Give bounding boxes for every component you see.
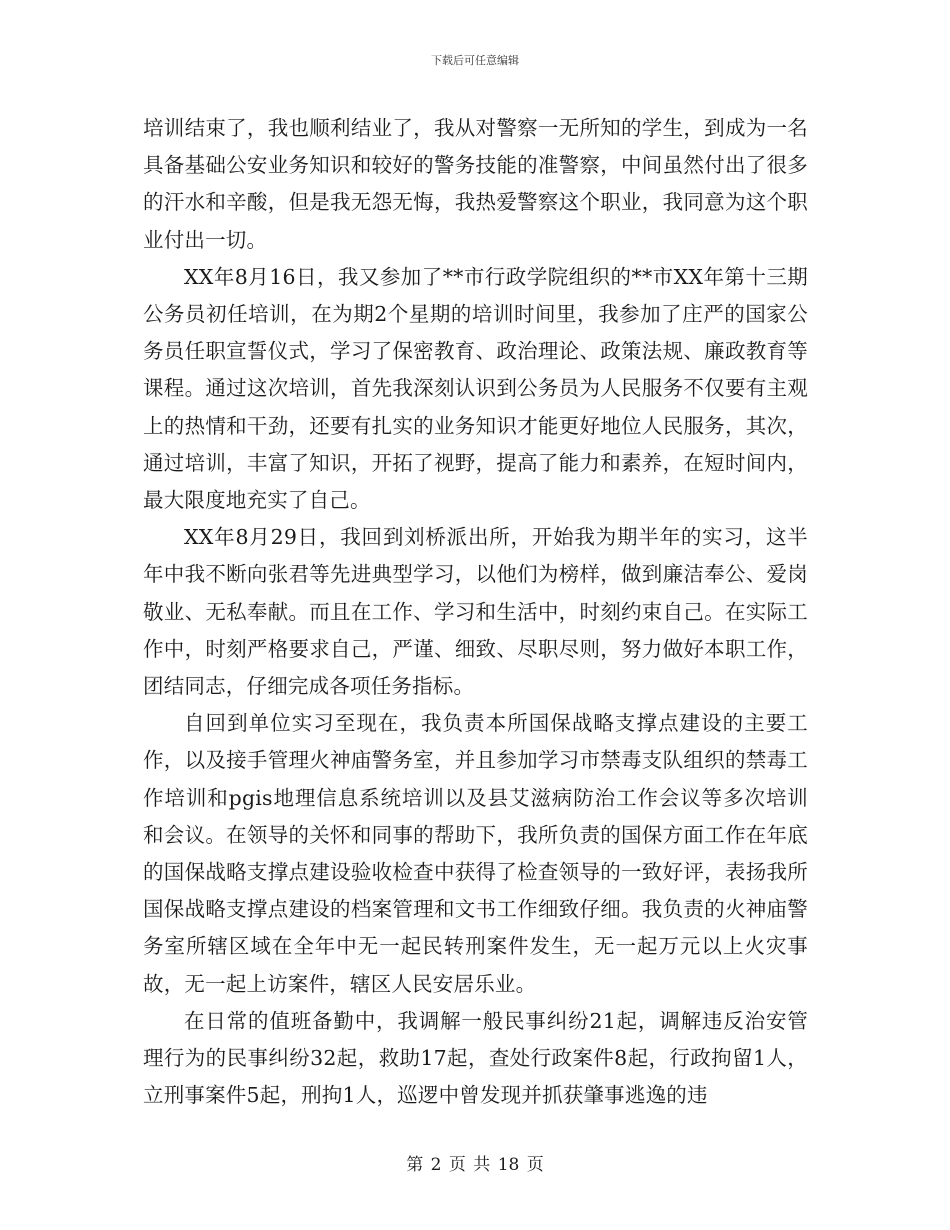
page-number-footer: 第 2 页 共 18 页 xyxy=(406,1155,544,1175)
paragraph-internship: XX年8月29日，我回到刘桥派出所，开始我为期半年的实习，这半年中我不断向张君等先进典型学习，以他们为榜样，做到廉洁奉公、爱岗敬业、无私奉献。而且在工作、学习和生活中，时刻约束自己。在实际工作中，时刻严格要求自己，严谨、细致、尽职尽则，努力做好本职工作，团结同志，仔细完成各项任务指标。 xyxy=(143,525,808,699)
paragraph-work-responsibilities: 自回到单位实习至现在，我负责本所国保战略支撑点建设的主要工作，以及接手管理火神庙警务室，并且参加学习市禁毒支队组织的禁毒工作培训和pgis地理信息系统培训以及县艾滋病防治工作会议等多次培训和会议。在领导的关怀和同事的帮助下，我所负责的国保方面工作在年底的国保战略支撑点建设验收检查中获得了检查领导的一致好评，表扬我所国保战略支撑点建设的档案管理和文书工作细致仔细。我负责的火神庙警务室所辖区域在全年中无一起民转刑案件发生，无一起万元以上火灾事故，无一起上访案件，辖区人民安居乐业。 xyxy=(143,711,808,996)
paragraph-training-completion: 培训结束了，我也顺利结业了，我从对警察一无所知的学生，到成为一名具备基础公安业务知识和较好的警务技能的准警察，中间虽然付出了很多的汗水和辛酸，但是我无怨无悔，我热爱警察这个职业，我同意为这个职业付出一切。 xyxy=(143,116,808,252)
page-header: 下载后可任意编辑 xyxy=(431,54,519,67)
paragraph-duty-statistics: 在日常的值班备勤中，我调解一般民事纠纷21起，调解违反治安管理行为的民事纠纷32起，救助17起，查处行政案件8起，行政拘留1人，立刑事案件5起，刑拘1人，巡逻中曾发现并抓获肇事逃逸的违 xyxy=(143,1008,808,1108)
document-body xyxy=(143,110,808,1114)
paragraph-civil-servant-training: XX年8月16日，我又参加了**市行政学院组织的**市XX年第十三期公务员初任培训，在为期2个星期的培训时间里，我参加了庄严的国家公务员任职宣誓仪式，学习了保密教育、政治理论、政策法规、廉政教育等课程。通过这次培训，首先我深刻认识到公务员为人民服务不仅要有主观上的热情和干劲，还要有扎实的业务知识才能更好地位人民服务，其次，通过培训，丰富了知识，开拓了视野，提高了能力和素养，在短时间内，最大限度地充实了自己。 xyxy=(143,264,808,513)
